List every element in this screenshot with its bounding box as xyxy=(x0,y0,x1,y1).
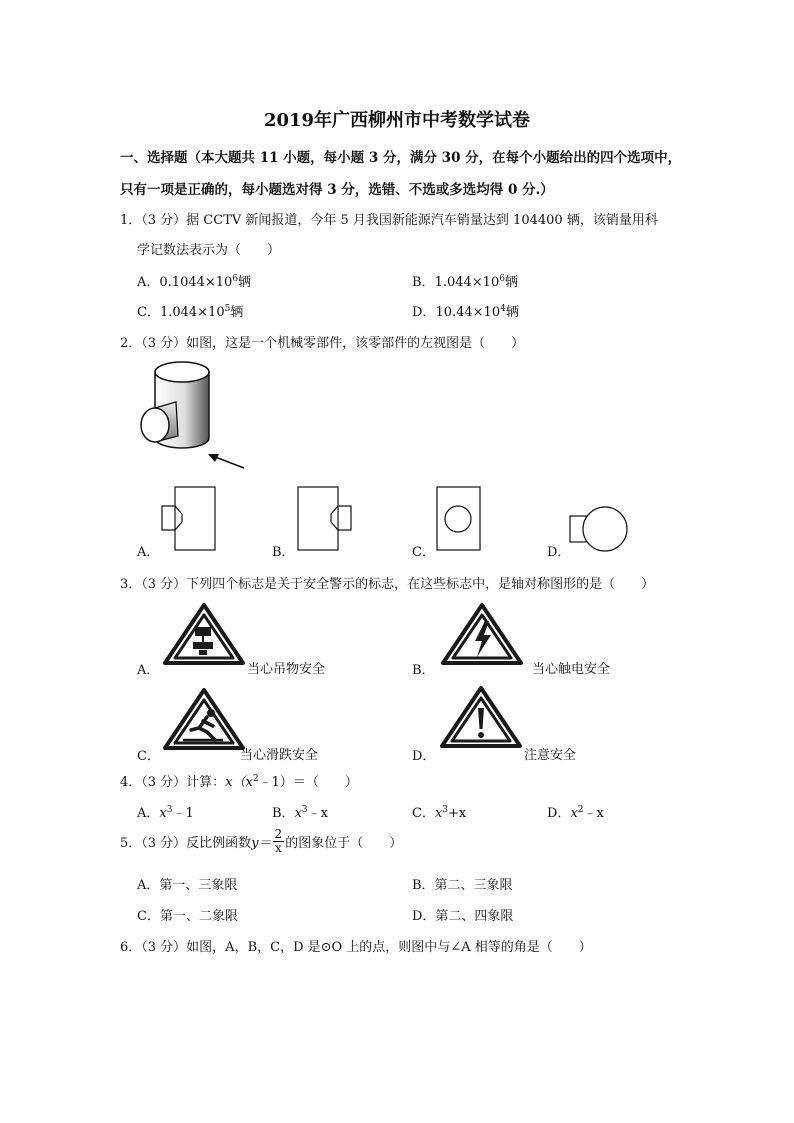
q3-option-b-label[interactable]: B． xyxy=(412,663,435,678)
q1-option-b[interactable]: B．$1.044\times 10^6$辆 xyxy=(412,274,518,290)
q5-option-b[interactable]: B．第二、三象限 xyxy=(412,878,513,893)
q2-view-c[interactable] xyxy=(436,486,486,552)
q5-option-a[interactable]: A．第一、三象限 xyxy=(137,878,238,893)
q3-option-c-label[interactable]: C． xyxy=(137,749,160,764)
section-heading-line-1: 一、选择题（本大题共 11 小题，每小题 3 分，满分 30 分，在每个小题给出的四个选项中， xyxy=(120,150,682,166)
q1-stem-line-1: 1．（3 分）据 CCTV 新闻报道，今年 5 月我国新能源汽车销量达到 104400 辆，该销量用科 xyxy=(120,213,658,228)
q1-option-d[interactable]: D．$10.44\times 10^4$辆 xyxy=(412,304,519,320)
q4-option-c[interactable]: C．$x^3+x$ xyxy=(412,805,467,821)
q1-stem-line-2: 学记数法表示为（ ） xyxy=(137,243,281,258)
q5-fraction: $\frac{2}{x}$ xyxy=(274,827,283,855)
warning-electric-shock-icon[interactable] xyxy=(441,603,523,665)
q2-option-b-label[interactable]: B． xyxy=(272,545,295,560)
machine-part-figure xyxy=(128,358,253,473)
warning-slippery-icon[interactable] xyxy=(163,688,245,750)
q3-option-a-label[interactable]: A． xyxy=(137,663,160,678)
q5-option-c[interactable]: C．第一、二象限 xyxy=(137,909,238,924)
warning-hanging-load-icon[interactable] xyxy=(163,603,245,665)
q2-option-d-label[interactable]: D． xyxy=(547,545,571,560)
q3-option-b-caption: 当心触电安全 xyxy=(532,662,611,677)
q3-option-a-caption: 当心吊物安全 xyxy=(247,662,326,677)
q4-stem: 4．（3 分）计算：$x(x^2﹣1)=$（ ） xyxy=(120,774,358,790)
q4-option-d[interactable]: D．$x^2﹣x$ xyxy=(547,805,604,821)
q2-stem: 2．（3 分）如图，这是一个机械零部件，该零部件的左视图是（ ） xyxy=(120,336,525,351)
q4-option-a[interactable]: A．$x^3﹣1$ xyxy=(137,805,194,821)
q1-option-c[interactable]: C．$1.044\times 10^5$辆 xyxy=(137,304,244,320)
q2-option-c-label[interactable]: C． xyxy=(412,545,435,560)
section-heading-line-2: 只有一项是正确的，每小题选对得 3 分，选错、不选或多选均得 0 分.） xyxy=(120,182,554,198)
q6-stem: 6．（3 分）如图，A，B，C，D 是⊙O 上的点，则图中与∠A 相等的角是（ ） xyxy=(120,940,592,955)
q4-option-b[interactable]: B．$x^3﹣x$ xyxy=(272,805,328,821)
q3-stem: 3．（3 分）下列四个标志是关于安全警示的标志，在这些标志中，是轴对称图形的是（ ） xyxy=(120,577,655,592)
q2-view-d[interactable] xyxy=(569,505,631,553)
q1-option-a[interactable]: A．$0.1044\times 10^6$辆 xyxy=(137,274,252,290)
q2-view-b[interactable] xyxy=(296,486,356,552)
warning-caution-icon[interactable] xyxy=(440,686,522,748)
q2-option-a-label[interactable]: A． xyxy=(137,545,160,560)
q5-stem: 5．（3 分）反比例函数y＝ $\frac{2}{x}$ 的图象位于（ ） xyxy=(120,827,403,855)
q5-option-d[interactable]: D．第二、四象限 xyxy=(412,909,514,924)
q2-view-a[interactable] xyxy=(160,486,220,552)
q3-option-d-caption: 注意安全 xyxy=(524,748,577,763)
page-title: 2019年广西柳州市中考数学试卷 xyxy=(263,110,531,131)
q3-option-c-caption: 当心滑跌安全 xyxy=(240,748,319,763)
q3-option-d-label[interactable]: D． xyxy=(412,749,436,764)
